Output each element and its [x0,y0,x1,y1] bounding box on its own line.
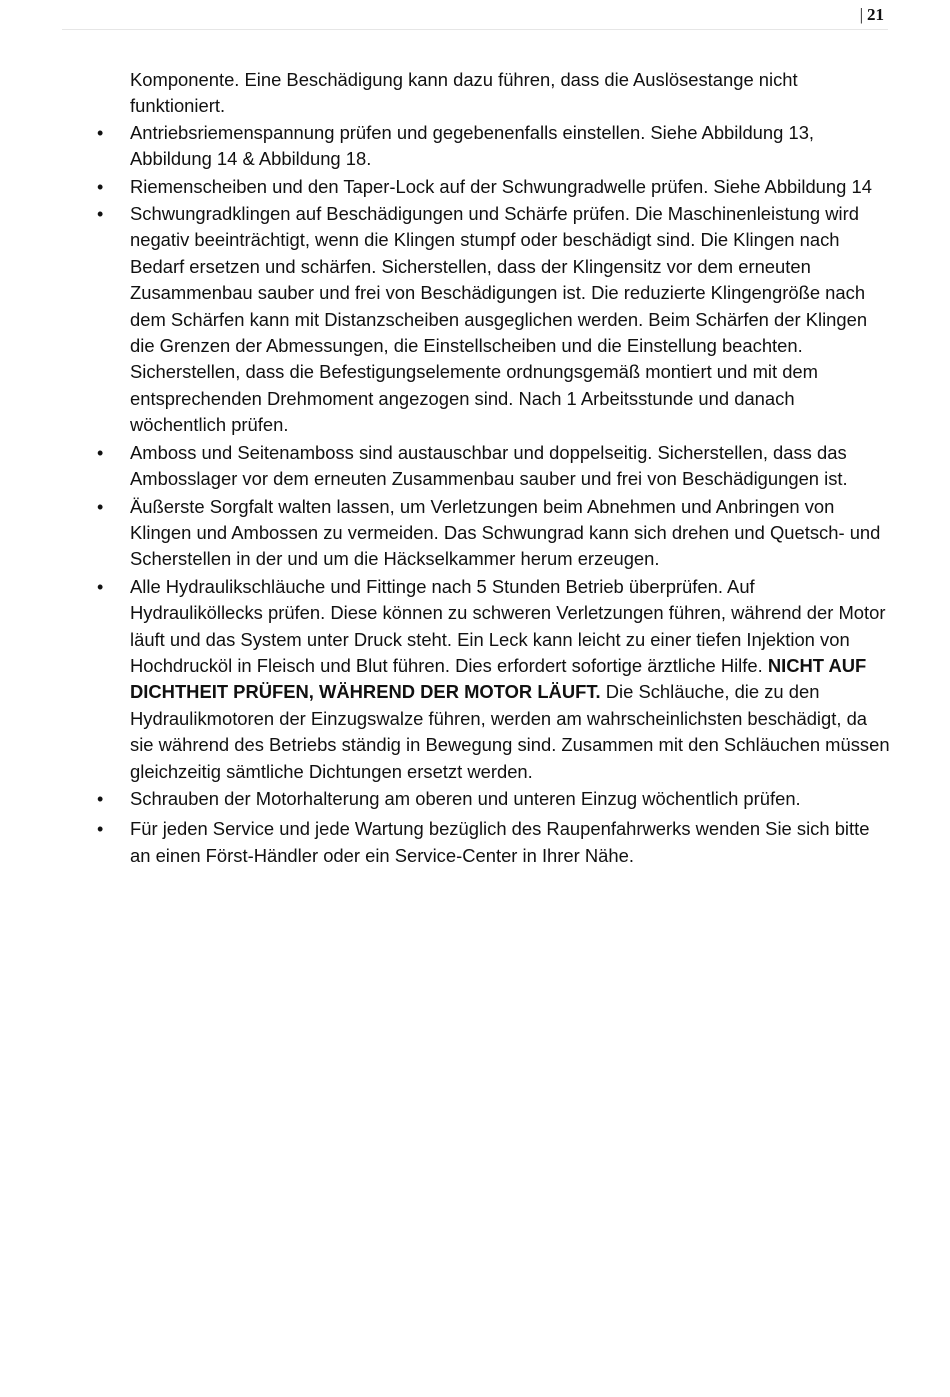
document-body [97,67,890,869]
bullet-icon: • [97,819,104,840]
warning-text: NICHT AUF DICHTHEIT PRÜFEN, WÄHREND DER MOTOR LÄUFT. [130,654,867,703]
list-item-text: Schrauben der Motorhalterung am oberen und unteren Einzug wöchentlich prüfen. [130,787,801,809]
continuation-paragraph: Komponente. Eine Beschädigung kann dazu führen, dass die Auslösestange nicht funktioniert. [130,69,798,117]
maintenance-checklist [97,120,890,869]
list-item-text-continued: Die Schläuche, die zu den Hydraulikmotoren der Einzugswalze führen, werden am wahrscheinlichsten beschädigt, da sie während des Betriebs ständig in Bewegung sind. Zusammen mit den Schläuchen müssen gleichzeitig sämtliche Dichtungen ersetzt werden. [130,681,890,782]
bullet-icon: • [97,496,104,517]
list-item [97,574,890,785]
list-item-text: Alle Hydraulikschläuche und Fittinge nach 5 Stunden Betrieb überprüfen. Auf Hydrauliköllecks prüfen. Diese können zu schweren Verletzungen führen, während der Motor läuft und das System unter Druck steht. Ein Leck kann leicht zu einer tiefen Injektion von Hochdrucköl in Fleisch und Blut führen. Dies erfordert sofortige ärztliche Hilfe. [130,575,886,676]
bullet-icon: • [97,788,104,809]
list-item [97,440,890,493]
page-number-value: 21 [867,5,884,24]
bullet-icon: • [97,576,104,597]
bullet-icon: • [97,442,104,463]
list-item [97,120,890,173]
bullet-icon: • [97,122,104,143]
list-item-text: Antriebsriemenspannung prüfen und gegebenenfalls einstellen. Siehe Abbildung 13, Abbildung 14 & Abbildung 18. [130,121,815,170]
page-number [860,5,884,25]
page-number-separator: | [859,5,863,24]
bullet-icon: • [97,204,104,225]
list-item [97,174,890,200]
list-item-text: Äußerste Sorgfalt walten lassen, um Verletzungen beim Abnehmen und Anbringen von Klingen und Ambossen zu vermeiden. Das Schwungrad kann sich drehen und Quetsch- und Scherstellen in der und um die Häckselkammer herum erzeugen. [130,495,881,570]
list-item-text: Amboss und Seitenamboss sind austauschbar und doppelseitig. Sicherstellen, dass das Ambosslager vor dem erneuten Zusammenbau sauber und frei von Beschädigungen ist. [130,441,848,490]
list-item [97,816,890,869]
bullet-icon: • [97,176,104,197]
list-item-text: Riemenscheiben und den Taper-Lock auf der Schwungradwelle prüfen. Siehe Abbildung 14 [130,175,872,197]
list-item-text: Schwungradklingen auf Beschädigungen und Schärfe prüfen. Die Maschinenleistung wird negativ beeinträchtigt, wenn die Klingen stumpf oder beschädigt sind. Die Klingen nach Bedarf ersetzen und schärfen. Sicherstellen, dass der Klingensitz vor dem erneuten Zusammenbau sauber und frei von Beschädigungen ist. Die reduzierte Klingengröße nach dem Schärfen kann mit Distanzscheiben ausgeglichen werden. Beim Schärfen der Klingen die Grenzen der Abmessungen, die Einstellscheiben und die Einstellung beachten. Sicherstellen, dass die Befestigungselemente ordnungsgemäß montiert und mit dem entsprechenden Drehmoment angezogen sind. Nach 1 Arbeitsstunde und danach wöchentlich prüfen. [130,203,868,436]
list-item [97,786,890,812]
list-item [97,494,890,573]
list-item [97,201,890,439]
list-item-text: Für jeden Service und jede Wartung bezüglich des Raupenfahrwerks wenden Sie sich bitte an einen Först-Händler oder ein Service-Center in Ihrer Nähe. [130,818,870,866]
page-header [62,0,888,30]
